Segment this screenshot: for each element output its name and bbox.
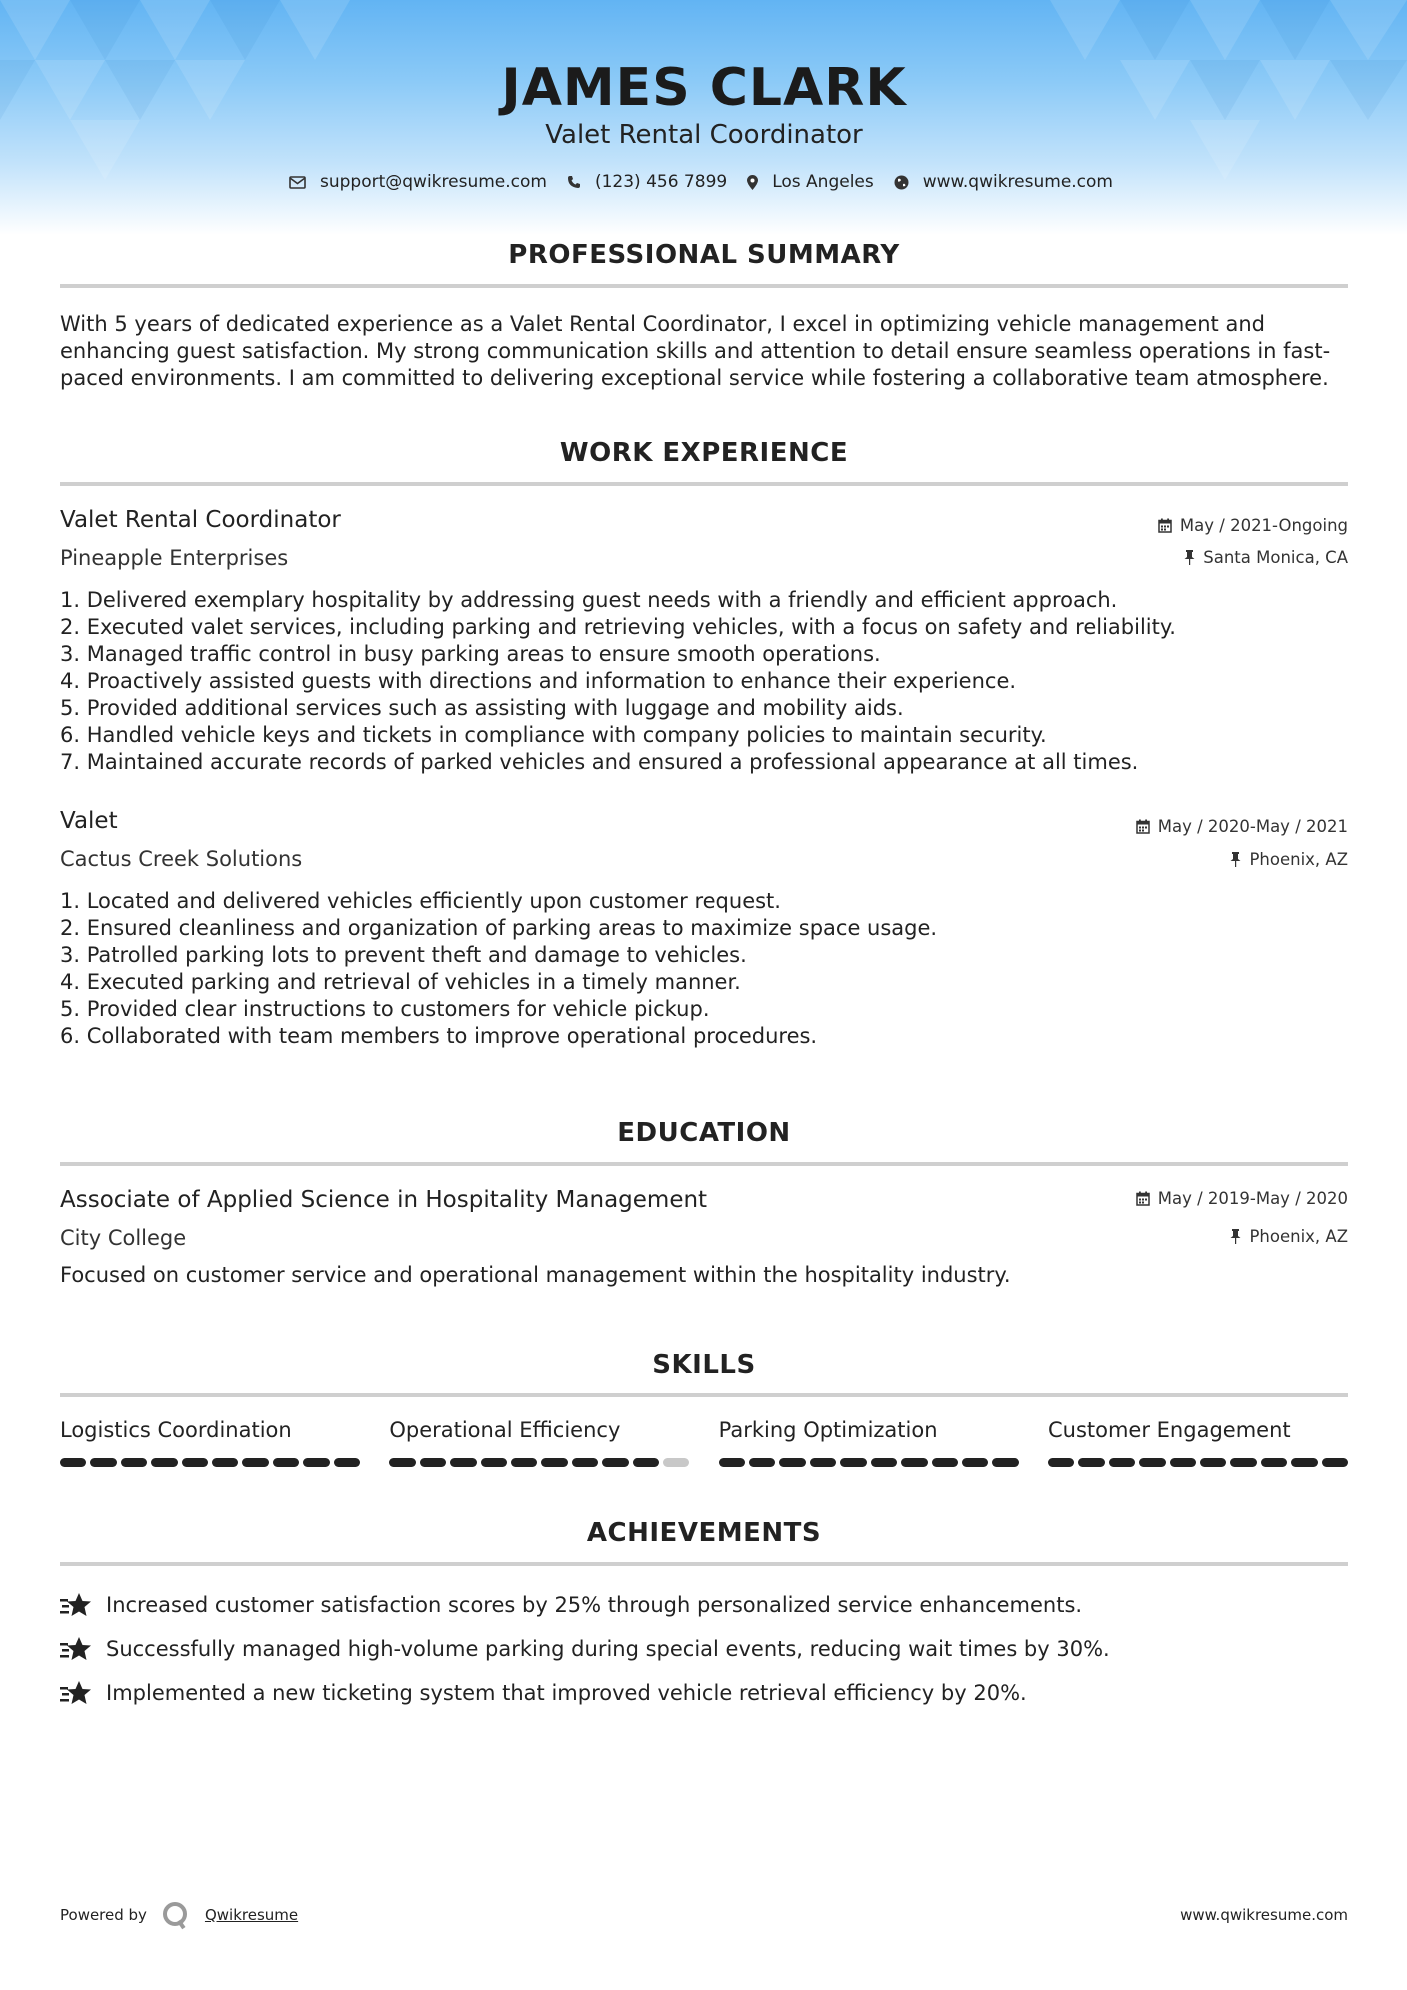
skill-item — [60, 1418, 360, 1467]
skill-segment-filled — [1291, 1458, 1317, 1467]
skill-segment-filled — [992, 1458, 1018, 1467]
footer-website[interactable]: www.qwikresume.com — [1180, 1906, 1348, 1924]
phone-icon — [567, 175, 581, 189]
skill-segment-filled — [511, 1458, 537, 1467]
contact-bar — [60, 172, 1348, 192]
skill-segment-filled — [572, 1458, 598, 1467]
skill-segment-filled — [1261, 1458, 1287, 1467]
job-location-text: Santa Monica, CA — [1203, 548, 1348, 567]
skill-segment-filled — [1048, 1458, 1074, 1467]
skill-item — [719, 1418, 1019, 1467]
skill-segment-filled — [719, 1458, 745, 1467]
skill-segment-filled — [901, 1458, 927, 1467]
skill-segment-filled — [60, 1458, 86, 1467]
pushpin-icon — [1230, 1229, 1241, 1244]
map-pin-icon — [747, 175, 758, 190]
website-text[interactable]: www.qwikresume.com — [922, 172, 1113, 192]
skill-segment-filled — [450, 1458, 476, 1467]
contact-location — [747, 172, 874, 192]
powered-by-text: Powered by — [60, 1906, 147, 1924]
summary-line: paced environments. I am committed to delivering exceptional service while fostering a collaborative team atmosphere. — [60, 366, 1329, 390]
list-item: 5. Provided clear instructions to customers for vehicle pickup. — [60, 997, 710, 1021]
skill-segment-filled — [151, 1458, 177, 1467]
star-icon — [60, 1680, 92, 1706]
summary-line: enhancing guest satisfaction. My strong communication skills and attention to detail ensure seamless operations in fast- — [60, 339, 1331, 363]
skill-segment-empty — [663, 1458, 689, 1467]
skill-segment-filled — [1139, 1458, 1165, 1467]
skill-segment-filled — [749, 1458, 775, 1467]
skill-segment-filled — [1200, 1458, 1226, 1467]
list-item: 7. Maintained accurate records of parked vehicles and ensured a professional appearance at all times. — [60, 750, 1139, 774]
qwikresume-logo-icon — [161, 1900, 191, 1930]
brand-link[interactable]: Qwikresume — [204, 1906, 299, 1924]
location-text: Los Angeles — [772, 172, 874, 192]
envelope-icon — [289, 176, 306, 189]
skills-list — [60, 1418, 1348, 1467]
skill-segment-filled — [779, 1458, 805, 1467]
summary-divider — [60, 284, 1348, 288]
achievements-list — [60, 1583, 1348, 1715]
email-text[interactable]: support@qwikresume.com — [320, 172, 547, 192]
education-heading: EDUCATION — [617, 1118, 791, 1148]
footer — [60, 1900, 1348, 1930]
education-dates-text: May / 2019-May / 2020 — [1157, 1189, 1348, 1208]
contact-email[interactable] — [289, 172, 547, 192]
achievements-heading: ACHIEVEMENTS — [586, 1518, 822, 1548]
education-divider — [60, 1162, 1348, 1166]
skill-name: Parking Optimization — [718, 1418, 938, 1442]
skills-heading: SKILLS — [652, 1350, 756, 1380]
pushpin-icon — [1230, 852, 1241, 867]
contact-phone[interactable] — [567, 172, 727, 192]
pushpin-icon — [1184, 550, 1195, 565]
skill-segment-filled — [389, 1458, 415, 1467]
skill-segment-filled — [273, 1458, 299, 1467]
achievement-item — [60, 1627, 1348, 1671]
job-dates-text: May / 2021-Ongoing — [1179, 516, 1348, 535]
summary-line: With 5 years of dedicated experience as a Valet Rental Coordinator, I excel in optimizing vehicle management and — [60, 312, 1265, 336]
list-item: 5. Provided additional services such as assisting with luggage and mobility aids. — [60, 696, 904, 720]
skill-segment-filled — [840, 1458, 866, 1467]
education-location — [1230, 1227, 1348, 1246]
skill-segment-filled — [810, 1458, 836, 1467]
list-item: 3. Managed traffic control in busy parking areas to ensure smooth operations. — [60, 642, 881, 666]
achievement-item — [60, 1671, 1348, 1715]
degree-title: Associate of Applied Science in Hospitality Management — [60, 1187, 708, 1213]
education-description: Focused on customer service and operational management within the hospitality industry. — [60, 1263, 1011, 1287]
skill-segment-filled — [90, 1458, 116, 1467]
skill-name: Logistics Coordination — [60, 1418, 292, 1442]
job-location — [1230, 850, 1348, 869]
summary-text — [60, 311, 1348, 392]
list-item: 2. Executed valet services, including parking and retrieving vehicles, with a focus on safety and reliability. — [60, 615, 1176, 639]
skill-segment-filled — [932, 1458, 958, 1467]
job-dates-text: May / 2020-May / 2021 — [1157, 817, 1348, 836]
skill-level-bar — [389, 1458, 689, 1467]
list-item: 2. Ensured cleanliness and organization of parking areas to maximize space usage. — [60, 916, 938, 940]
achievement-item — [60, 1583, 1348, 1627]
skill-segment-filled — [182, 1458, 208, 1467]
education-dates — [1136, 1189, 1348, 1208]
list-item: 6. Handled vehicle keys and tickets in compliance with company policies to maintain security. — [60, 723, 1047, 747]
summary-heading: PROFESSIONAL SUMMARY — [508, 240, 900, 270]
calendar-icon — [1136, 1191, 1150, 1206]
job-dates — [1158, 516, 1348, 535]
skill-segment-filled — [871, 1458, 897, 1467]
achievement-text: Successfully managed high-volume parking during special events, reducing wait times by 30%. — [106, 1637, 1110, 1661]
experience-heading: WORK EXPERIENCE — [559, 438, 849, 468]
skills-divider — [60, 1393, 1348, 1397]
job-title: Valet — [60, 808, 118, 834]
skill-segment-filled — [303, 1458, 329, 1467]
job-location — [1184, 548, 1348, 567]
phone-text[interactable]: (123) 456 7899 — [594, 172, 728, 192]
skill-segment-filled — [242, 1458, 268, 1467]
experience-divider — [60, 482, 1348, 486]
skill-segment-filled — [962, 1458, 988, 1467]
job-dates — [1136, 817, 1348, 836]
achievement-text: Increased customer satisfaction scores by 25% through personalized service enhancements. — [106, 1593, 1083, 1617]
list-item: 1. Located and delivered vehicles efficiently upon customer request. — [60, 889, 781, 913]
skill-segment-filled — [212, 1458, 238, 1467]
skill-segment-filled — [1078, 1458, 1104, 1467]
skill-segment-filled — [633, 1458, 659, 1467]
list-item: 6. Collaborated with team members to improve operational procedures. — [60, 1024, 818, 1048]
job-title: Valet Rental Coordinator — [60, 507, 341, 533]
skill-segment-filled — [334, 1458, 360, 1467]
star-icon — [60, 1592, 92, 1618]
calendar-icon — [1136, 819, 1150, 834]
skill-segment-filled — [541, 1458, 567, 1467]
job-company: Cactus Creek Solutions — [60, 847, 303, 871]
list-item: 4. Proactively assisted guests with directions and information to enhance their experience. — [60, 669, 1017, 693]
skill-name: Customer Engagement — [1047, 1418, 1291, 1442]
candidate-role: Valet Rental Coordinator — [545, 120, 863, 150]
skill-name: Operational Efficiency — [389, 1418, 621, 1442]
skill-segment-filled — [1170, 1458, 1196, 1467]
skill-item — [1048, 1418, 1348, 1467]
skill-item — [389, 1418, 689, 1467]
skill-segment-filled — [602, 1458, 628, 1467]
skill-level-bar — [1048, 1458, 1348, 1467]
skill-level-bar — [719, 1458, 1019, 1467]
calendar-icon — [1158, 518, 1172, 533]
candidate-name: JAMES CLARK — [501, 58, 907, 118]
skill-level-bar — [60, 1458, 360, 1467]
list-item: 3. Patrolled parking lots to prevent theft and damage to vehicles. — [60, 943, 747, 967]
education-location-text: Phoenix, AZ — [1249, 1227, 1348, 1246]
achievements-divider — [60, 1562, 1348, 1566]
skill-segment-filled — [1109, 1458, 1135, 1467]
skill-segment-filled — [1322, 1458, 1348, 1467]
list-item: 1. Delivered exemplary hospitality by addressing guest needs with a friendly and efficient approach. — [60, 588, 1118, 612]
skill-segment-filled — [1230, 1458, 1256, 1467]
school-name: City College — [60, 1226, 187, 1250]
job-bullets — [60, 587, 1176, 776]
job-location-text: Phoenix, AZ — [1249, 850, 1348, 869]
job-bullets — [60, 888, 937, 1050]
contact-website[interactable] — [894, 172, 1113, 192]
skill-segment-filled — [481, 1458, 507, 1467]
job-company: Pineapple Enterprises — [60, 546, 289, 570]
skill-segment-filled — [121, 1458, 147, 1467]
list-item: 4. Executed parking and retrieval of vehicles in a timely manner. — [60, 970, 741, 994]
star-icon — [60, 1636, 92, 1662]
skill-segment-filled — [420, 1458, 446, 1467]
footer-branding — [60, 1900, 298, 1930]
achievement-text: Implemented a new ticketing system that improved vehicle retrieval efficiency by 20%. — [106, 1681, 1027, 1705]
globe-icon — [894, 175, 909, 190]
